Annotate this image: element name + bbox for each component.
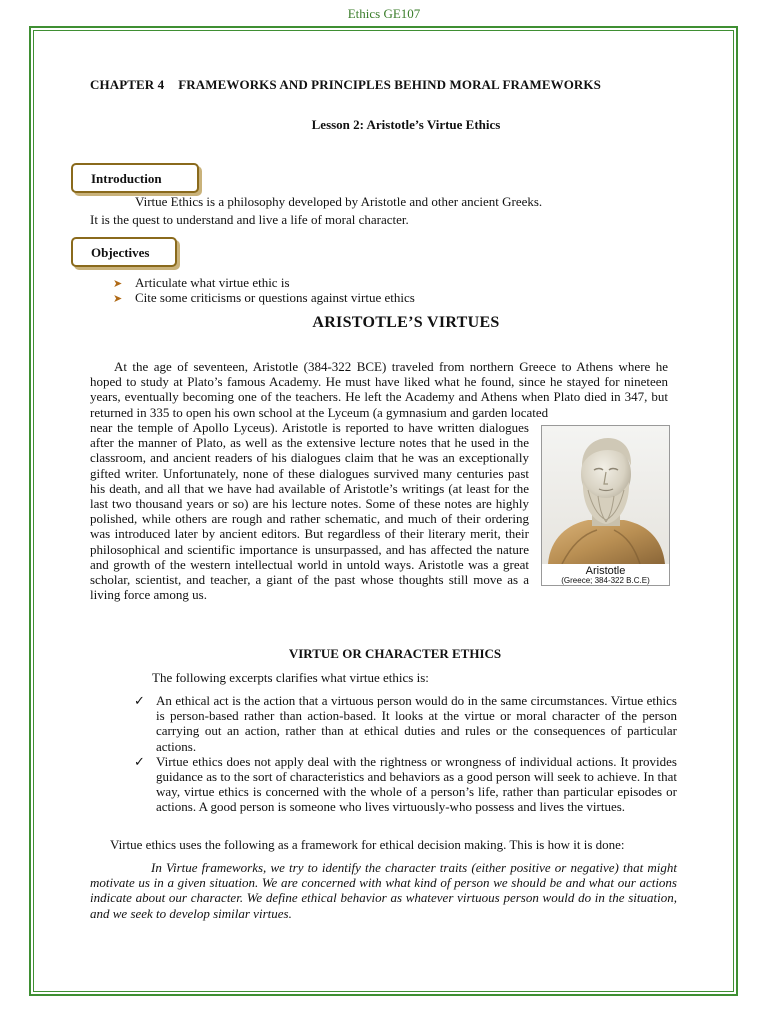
aristotle-portrait <box>541 425 670 586</box>
objective-item <box>113 290 415 305</box>
objectives-list <box>113 275 415 305</box>
arrow-bullet-icon: ➤ <box>113 293 123 305</box>
aristotle-bust-image <box>542 426 669 564</box>
virtue-point-text: An ethical act is the action that a virtuous person would do in the same circumstances. Virtue ethics is person-based rather than action-based. It looks at the virtue or moral character of the person carrying out an action, rather than at ethical duties and rules or the consequences of particular actions. <box>156 693 677 754</box>
framework-quote: In Virtue frameworks, we try to identify the character traits (either positive or negative) that might motivate us in a given situation. We are concerned with what kind of person we should be and what our actions indicate about our character. We define ethical behavior as whatever virtuous person would do in the situation, and we seek to develop similar virtues. <box>90 860 677 921</box>
virtue-ethics-points <box>134 693 677 815</box>
framework-intro: Virtue ethics uses the following as a framework for ethical decision making. This is how it is done: <box>110 837 625 852</box>
objective-text: Articulate what virtue ethic is <box>135 275 290 290</box>
virtue-point-text: Virtue ethics does not apply deal with the rightness or wrongness of individual actions. It provides guidance as to the sort of characteristics and behaviors as a good person will seek to achieve. In that way, virtue ethics is concerned with the whole of a person’s life, rather than particular episodes or actions. A good person is someone who lives virtuously-who possess and lives the virtues. <box>156 753 677 815</box>
section-heading-virtues: ARISTOTLE’S VIRTUES <box>312 314 500 331</box>
virtue-point <box>134 754 677 815</box>
portrait-caption-detail: (Greece; 384-322 B.C.E) <box>561 576 650 585</box>
chapter-heading <box>90 77 601 93</box>
introduction-text-line-2: It is the quest to understand and live a life of moral character. <box>90 212 409 227</box>
chapter-number: CHAPTER 4 <box>90 77 165 92</box>
checkmark-icon: ✓ <box>134 753 145 769</box>
running-head: Ethics GE107 <box>347 6 421 21</box>
portrait-caption-name: Aristotle <box>585 565 626 577</box>
arrow-bullet-icon: ➤ <box>113 278 123 290</box>
objective-text: Cite some criticisms or questions against virtue ethics <box>135 290 415 305</box>
bio-paragraph-2: near the temple of Apollo Lyceus). Aristotle is reported to have written dialogues after the manner of Plato, as well as the extensive lecture notes that he used in the classroom, and ancient readers of his dialogues claim that he was an exceptionally gifted writer. Unfortunately, none of these dialogues survived many centuries past his death, and all that we have had available of Aristotle’s writings (at least for the last two thousand years or so) are his lecture notes. Some of these notes are highly polished, while others are rough and rather schematic, and much of their ordering was introduced later by ancient editors. But regardless of their literary merit, their philosophical and scientific importance is unsurpassed, and has affected the nature and growth of the western intellectual world in untold ways. Aristotle was a great scholar, scientist, and teacher, a giant of the past whose thoughts still move as a living force among us. <box>90 420 529 603</box>
checkmark-icon: ✓ <box>134 693 145 708</box>
chapter-title: FRAMEWORKS AND PRINCIPLES BEHIND MORAL FRAMEWORKS <box>178 77 601 92</box>
excerpt-intro: The following excerpts clarifies what virtue ethics is: <box>152 670 429 685</box>
bio-paragraph-1: At the age of seventeen, Aristotle (384-322 BCE) traveled from northern Greece to Athens where he hoped to study at Plato’s famous Academy. He must have liked what he found, since he stayed for nineteen years, eventually becoming one of the teachers. He left the Academy and Athens when Plato died in 347, but returned in 335 to open his own school at the Lyceum (a gymnasium and garden located <box>90 359 668 420</box>
section-heading-virtue-character-ethics: VIRTUE OR CHARACTER ETHICS <box>288 646 502 661</box>
introduction-text-line-1: Virtue Ethics is a philosophy developed by Aristotle and other ancient Greeks. <box>135 194 543 209</box>
virtue-point <box>134 693 677 754</box>
objectives-label-box <box>71 237 177 267</box>
objectives-label: Objectives <box>91 245 150 260</box>
introduction-label-box <box>71 163 199 193</box>
lesson-title: Lesson 2: Aristotle’s Virtue Ethics <box>311 117 501 132</box>
introduction-label: Introduction <box>91 171 162 186</box>
objective-item <box>113 275 415 290</box>
